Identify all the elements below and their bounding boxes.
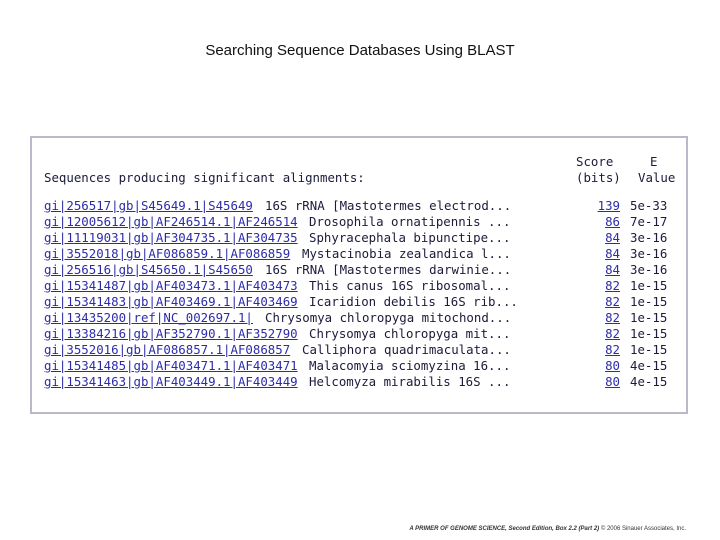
copyright-footer <box>409 526 686 532</box>
table-row <box>44 358 684 374</box>
sequence-description: Sphyracephala bipunctipe... <box>309 230 511 245</box>
evalue: 7e-17 <box>630 214 668 229</box>
score-link[interactable]: 82 <box>605 278 620 293</box>
score-link[interactable]: 86 <box>605 214 620 229</box>
accession-link[interactable]: gi|13435200|ref|NC_002697.1| <box>44 310 253 325</box>
copyright-text: © 2006 Sinauer Associates, Inc. <box>600 526 686 532</box>
score-link[interactable]: 84 <box>605 262 620 277</box>
table-row <box>44 230 684 246</box>
results-header-label: Sequences producing significant alignments: <box>44 170 365 185</box>
evalue: 1e-15 <box>630 310 668 325</box>
sequence-description: Icaridion debilis 16S rib... <box>309 294 518 309</box>
accession-link[interactable]: gi|11119031|gb|AF304735.1|AF304735 <box>44 230 298 245</box>
sequence-description: Chrysomya chloropyga mit... <box>309 326 511 341</box>
accession-link[interactable]: gi|15341487|gb|AF403473.1|AF403473 <box>44 278 298 293</box>
table-row <box>44 310 684 326</box>
sequence-description: Malacomyia sciomyzina 16... <box>309 358 511 373</box>
sequence-description: Calliphora quadrimaculata... <box>302 342 511 357</box>
accession-link[interactable]: gi|256516|gb|S45650.1|S45650 <box>44 262 253 277</box>
score-link[interactable]: 139 <box>597 198 620 213</box>
book-citation: A PRIMER OF GENOME SCIENCE, Second Edition, Box 2.2 (Part 2) <box>409 526 600 532</box>
slide-title: Searching Sequence Databases Using BLAST <box>205 42 515 59</box>
table-row <box>44 342 684 358</box>
score-link[interactable]: 82 <box>605 294 620 309</box>
accession-link[interactable]: gi|13384216|gb|AF352790.1|AF352790 <box>44 326 298 341</box>
evalue: 4e-15 <box>630 358 668 373</box>
accession-link[interactable]: gi|15341485|gb|AF403471.1|AF403471 <box>44 358 298 373</box>
score-link[interactable]: 82 <box>605 342 620 357</box>
table-row <box>44 262 684 278</box>
accession-link[interactable]: gi|12005612|gb|AF246514.1|AF246514 <box>44 214 298 229</box>
evalue: 1e-15 <box>630 294 668 309</box>
evalue: 3e-16 <box>630 230 668 245</box>
evalue: 5e-33 <box>630 198 668 213</box>
accession-link[interactable]: gi|15341463|gb|AF403449.1|AF403449 <box>44 374 298 389</box>
evalue: 1e-15 <box>630 326 668 341</box>
accession-link[interactable]: gi|3552016|gb|AF086857.1|AF086857 <box>44 342 291 357</box>
score-link[interactable]: 84 <box>605 230 620 245</box>
table-row <box>44 374 684 390</box>
sequence-description: Drosophila ornatipennis ... <box>309 214 511 229</box>
sequence-description: Mystacinobia zealandica l... <box>302 246 511 261</box>
table-row <box>44 294 684 310</box>
sequence-description: Chrysomya chloropyga mitochond... <box>265 310 512 325</box>
evalue: 1e-15 <box>630 278 668 293</box>
sequence-description: Helcomyza mirabilis 16S ... <box>309 374 511 389</box>
evalue: 3e-16 <box>630 262 668 277</box>
table-row <box>44 214 684 230</box>
score-link[interactable]: 80 <box>605 358 620 373</box>
score-link[interactable]: 80 <box>605 374 620 389</box>
evalue: 1e-15 <box>630 342 668 357</box>
blast-results-panel <box>30 136 688 414</box>
score-link[interactable]: 82 <box>605 326 620 341</box>
accession-link[interactable]: gi|256517|gb|S45649.1|S45649 <box>44 198 253 213</box>
sequence-description: 16S rRNA [Mastotermes electrod... <box>265 198 512 213</box>
table-row <box>44 246 684 262</box>
score-link[interactable]: 84 <box>605 246 620 261</box>
evalue: 3e-16 <box>630 246 668 261</box>
evalue-header-label: Value <box>638 170 676 185</box>
score-header: Score <box>576 154 614 169</box>
evalue-header: E <box>650 154 658 169</box>
sequence-description: 16S rRNA [Mastotermes darwinie... <box>265 262 512 277</box>
score-header-units: (bits) <box>576 170 621 185</box>
accession-link[interactable]: gi|3552018|gb|AF086859.1|AF086859 <box>44 246 291 261</box>
accession-link[interactable]: gi|15341483|gb|AF403469.1|AF403469 <box>44 294 298 309</box>
table-row <box>44 278 684 294</box>
sequence-description: This canus 16S ribosomal... <box>309 278 511 293</box>
score-link[interactable]: 82 <box>605 310 620 325</box>
evalue: 4e-15 <box>630 374 668 389</box>
table-row <box>44 326 684 342</box>
table-row <box>44 198 684 214</box>
